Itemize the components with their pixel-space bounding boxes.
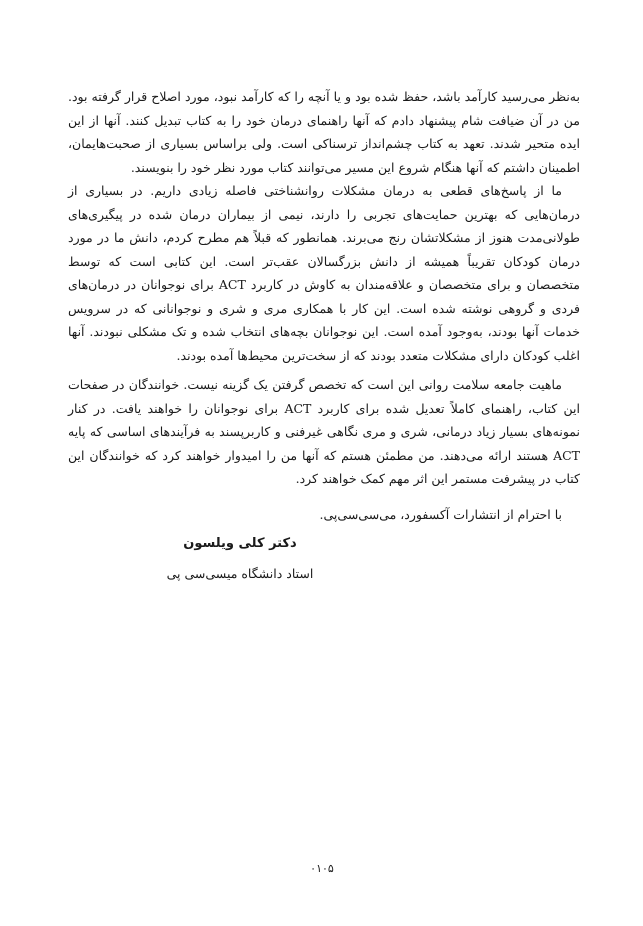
paragraph-text: ماهیت جامعه سلامت روانی این است که تخصص گرفتن یک گزینه نیست. خوانندگان در صفحات این کتاب، راهنمای کاملاً تعدیل شده برای کاربرد ACT برای نوجوانان را خواهند یافت. در کنار نمونه‌های بسیار زیاد درمانی، شری و مری نگاهی غیرفنی و کاربرپسند به فرآیندهای اساسی که پایه ACT هستند ارائه می‌دهند. من مطمئن هستم که آنها من را امیدوار خواهند کرد که خوانندگان این کتاب در پیشرفت مستمر این اثر مهم کمک خواهند کرد. — [68, 377, 580, 486]
paragraph-text: ما از پاسخ‌های قطعی به درمان مشکلات روانشناختی فاصله زیادی داریم. در بسیاری از درمان‌هایی که بهترین حمایت‌های تجربی را دارند، نیمی از بیماران درمان شده در پیگیری‌های طولانی‌مدت هنوز از مشکلاتشان رنج می‌برند. همانطور که قبلاً هم مطرح کردم، دانش ما در مورد درمان کودکان تقریباً همیشه از دانش بزرگسالان عقب‌تر است. این کتابی است که توسط متخصصان و برای متخصصان و علاقه‌مندان به کاوش در کاربرد ACT برای نوجوانان در درمان‌های فردی و گروهی نوشته شده است. این کار با همکاری مری و شری و نوجوانانی که در سرویس خدمات آنها بودند، به‌وجود آمده است. این نوجوانان بچه‌های انتخاب شده و تک مشکلی نبودند. آنها اغلب کودکان دارای مشکلات متعدد بودند که از سخت‌ترین محیط‌ها آمده بودند. — [68, 183, 581, 363]
signature-name: دکتر کلی ویلسون — [183, 536, 297, 551]
closing-text: با احترام از انتشارات آکسفورد، می‌سی‌سی‌پی. — [319, 507, 562, 522]
paragraph-text: به‌نظر می‌رسید کارآمد باشد، حفظ شده بود و یا آنچه را که کارآمد نبود، مورد اصلاح قرار گرفته بود. من در آن ضیافت شام پیشنهاد دادم که آنها راهنمای درمان خود را به کتاب تبدیل کنند. آنها از این ایده متحیر شدند. تعهد به کتاب چشم‌انداز ترسناکی است. ولی براساس بسیاری از صحبت‌هایمان، اطمینان داشتم که آنها هنگام شروع این مسیر می‌توانند کتاب مورد نظر خود را بنویسند. — [68, 89, 580, 175]
body-paragraph-1 — [68, 85, 580, 179]
signature-title: استاد دانشگاه میسی‌سی پی — [166, 566, 314, 581]
body-paragraph-2 — [68, 179, 580, 367]
body-paragraph-3 — [68, 373, 580, 491]
page-number: ۰۱۰۵ — [310, 862, 334, 875]
closing-line — [68, 503, 580, 527]
